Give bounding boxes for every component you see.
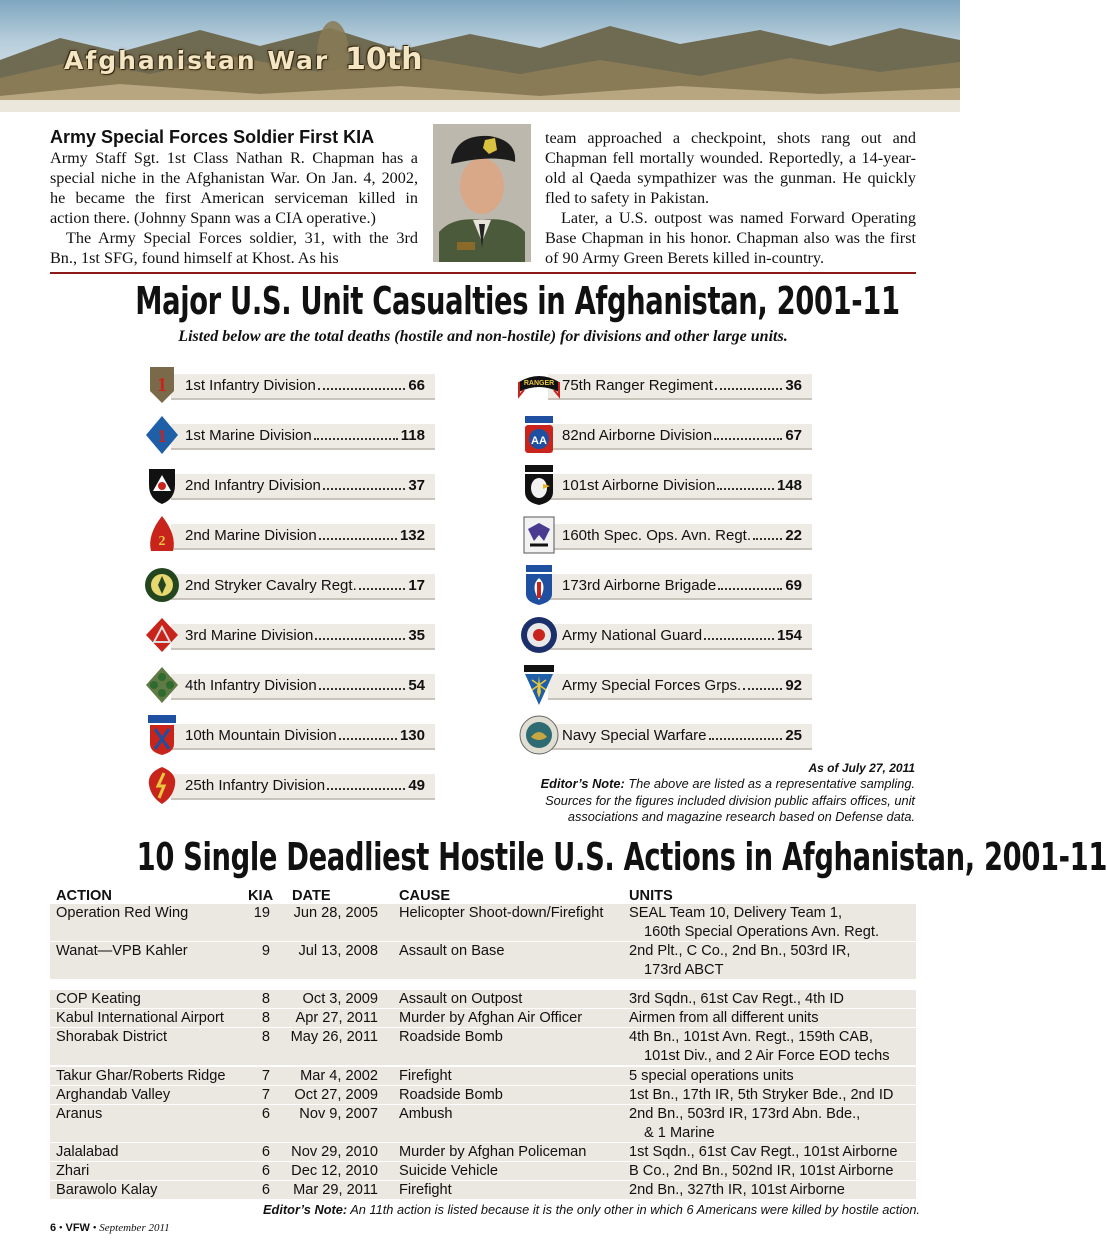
unit-name: 1st Marine Division: [185, 427, 312, 444]
table-header: [50, 886, 916, 904]
section-banner: [0, 0, 960, 112]
unit-casualty-item: [145, 774, 435, 798]
page-footer: 6 • VFW • September 2011: [50, 1222, 170, 1234]
unit-casualty-item: [522, 474, 812, 498]
dot-leader: [315, 638, 405, 640]
cell-units: Airmen from all different units: [629, 1010, 819, 1026]
crossed-bayonets-patch-icon: [145, 715, 179, 755]
cell-units: 2nd Bn., 327th IR, 101st Airborne: [629, 1182, 845, 1198]
unit-deaths: 36: [785, 377, 802, 394]
dot-leader: [339, 738, 397, 740]
cell-date: Mar 4, 2002: [300, 1068, 378, 1084]
cell-units: 2nd Bn., 503rd IR, 173rd Abn. Bde.,: [629, 1106, 861, 1122]
unit-deaths: 118: [400, 427, 425, 444]
cell-cause: Roadside Bomb: [399, 1087, 503, 1103]
note-text: An 11th action is listed because it is the only other in which 6 Americans were killed by hostile action.: [347, 1202, 920, 1217]
dot-leader: [323, 488, 405, 490]
cell-date: Mar 29, 2011: [293, 1182, 378, 1198]
story-paragraph: [545, 208, 916, 268]
story-line: The Army Special Forces soldier, 31, with the: [66, 229, 389, 247]
table-row: [50, 990, 916, 1008]
issue-date: September 2011: [99, 1222, 170, 1234]
naval-special-warfare-seal-icon: [522, 715, 556, 755]
story-line: special niche in the Afghanistan War. On Jan. 4, 2002,: [50, 169, 418, 187]
unit-deaths: 25: [785, 727, 802, 744]
dot-leader: [359, 588, 405, 590]
header-kia: KIA: [248, 888, 274, 904]
svg-text:2: 2: [158, 534, 166, 549]
svg-text:1: 1: [157, 426, 167, 446]
cell-kia: 6: [261, 1106, 270, 1122]
cell-action: Wanat—VPB Kahler: [56, 943, 188, 959]
dot-leader: [718, 588, 782, 590]
casualties-title: Major U.S. Unit Casualties in Afghanistan, 2001-11: [135, 279, 900, 323]
story-left-column: [50, 148, 418, 268]
table-row: [50, 1086, 916, 1104]
as-of-date: As of July 27, 2011: [808, 761, 915, 775]
cell-cause: Assault on Base: [399, 943, 505, 959]
cell-action: Jalalabad: [56, 1144, 119, 1160]
unit-name: 3rd Marine Division: [185, 627, 314, 644]
cell-action: COP Keating: [56, 991, 141, 1007]
table-row: [50, 1162, 916, 1180]
dot-leader: [714, 438, 782, 440]
unit-casualty-item: [145, 574, 435, 598]
cell-units: 5 special operations units: [629, 1068, 794, 1084]
unit-casualty-item: [145, 424, 435, 448]
cell-action: Shorabak District: [56, 1029, 168, 1045]
cell-units: 2nd Plt., C Co., 2nd Bn., 503rd IR,: [629, 943, 851, 959]
cell-kia: 8: [261, 1029, 270, 1045]
cell-cause: Helicopter Shoot-down/Firefight: [399, 905, 604, 921]
cell-cause: Firefight: [399, 1068, 452, 1084]
unit-casualty-item: [145, 374, 435, 398]
note-line: The above are listed as a representative sampling.: [624, 776, 915, 791]
cell-kia: 19: [253, 905, 270, 921]
cell-kia: 6: [261, 1144, 270, 1160]
cell-cause: Murder by Afghan Policeman: [399, 1144, 587, 1160]
night-stalkers-patch-icon: [522, 515, 556, 555]
cell-kia: 6: [261, 1182, 270, 1198]
cell-units: 1st Sqdn., 61st Cav Regt., 101st Airborne: [629, 1144, 898, 1160]
cell-action: Operation Red Wing: [56, 905, 189, 921]
table-row: [50, 1143, 916, 1161]
dot-leader: [314, 438, 398, 440]
cell-cause: Firefight: [399, 1182, 452, 1198]
unit-deaths: 66: [408, 377, 425, 394]
cell-date: Jul 13, 2008: [298, 943, 378, 959]
cell-kia: 7: [261, 1068, 270, 1084]
cell-date: Dec 12, 2010: [291, 1163, 378, 1179]
aa-airborne-patch-icon: [522, 415, 556, 455]
note-line: Sources for the figures included division public affairs offices, unit: [545, 792, 915, 808]
story-right-column: [545, 128, 916, 268]
story-line: he became the first American serviceman killed in: [50, 189, 418, 207]
unit-name: 2nd Marine Division: [185, 527, 317, 544]
unit-deaths: 67: [785, 427, 802, 444]
dot-leader: [715, 388, 782, 390]
cell-action: Kabul International Airport: [56, 1010, 224, 1026]
unit-deaths: 148: [776, 477, 802, 494]
cell-units: B Co., 2nd Bn., 502nd IR, 101st Airborne: [629, 1163, 894, 1179]
cell-cause: Suicide Vehicle: [399, 1163, 498, 1179]
dot-leader: [704, 638, 774, 640]
table-row: [50, 1028, 916, 1065]
table-row: [50, 942, 916, 979]
cell-date: Apr 27, 2011: [295, 1010, 378, 1026]
story-line: Later, a U.S. outpost was named Forward Operating: [561, 209, 916, 227]
svg-text:1: 1: [157, 374, 167, 396]
unit-name: 2nd Stryker Cavalry Regt.: [185, 577, 357, 594]
unit-casualty-item: [522, 524, 812, 548]
cell-date: Nov 9, 2007: [299, 1106, 378, 1122]
unit-casualty-item: [522, 674, 812, 698]
table-row: [50, 1105, 916, 1142]
cell-units: 160th Special Operations Avn. Regt.: [644, 924, 880, 940]
unit-name: 160th Spec. Ops. Avn. Regt.: [562, 527, 752, 544]
cell-kia: 9: [261, 943, 270, 959]
unit-deaths: 49: [408, 777, 425, 794]
1st-marine-diamond-patch-icon: [145, 415, 179, 455]
section-divider: [50, 272, 916, 274]
story-line: Army Staff Sgt. 1st Class Nathan R. Chapman has a: [50, 149, 418, 167]
cell-date: Oct 27, 2009: [294, 1087, 378, 1103]
story-line: He quickly fled to safety in Pakistan.: [545, 169, 917, 207]
unit-name: 173rd Airborne Brigade: [562, 577, 717, 594]
unit-casualty-item: [522, 624, 812, 648]
svg-text:RANGER: RANGER: [523, 380, 555, 387]
story-line: 14-year-old al Qaeda sympathizer was the gunman.: [545, 149, 917, 187]
header-action: ACTION: [56, 888, 112, 904]
unit-casualty-item: [145, 724, 435, 748]
dot-leader: [717, 488, 774, 490]
cell-action: Zhari: [56, 1163, 90, 1179]
story-paragraph: [50, 148, 418, 228]
unit-name: 4th Infantry Division: [185, 677, 317, 694]
dot-leader: [743, 688, 782, 690]
special-forces-dagger-patch-icon: [522, 665, 556, 705]
unit-name: 25th Infantry Division: [185, 777, 326, 794]
soldier-portrait-photo: [433, 124, 531, 262]
casualties-subtitle: Listed below are the total deaths (hostile and non-hostile) for divisions and other large units.: [178, 328, 788, 345]
unit-name: Army National Guard: [562, 627, 703, 644]
unit-deaths: 54: [408, 677, 425, 694]
cell-cause: Murder by Afghan Air Officer: [399, 1010, 583, 1026]
unit-casualty-item: [522, 574, 812, 598]
2nd-marine-spearhead-patch-icon: [145, 515, 179, 555]
unit-casualty-item: [522, 724, 812, 748]
dot-leader: [319, 538, 397, 540]
cell-units: & 1 Marine: [644, 1125, 715, 1141]
cell-kia: 8: [261, 991, 270, 1007]
ranger-tab-scroll-icon: [522, 365, 556, 405]
table-row: [50, 1009, 916, 1027]
sky-soldiers-patch-icon: [522, 565, 556, 605]
taro-leaf-lightning-patch-icon: [145, 765, 179, 805]
dot-leader: [318, 388, 405, 390]
unit-casualty-item: [522, 374, 812, 398]
dot-leader: [709, 738, 782, 740]
story-line: team approached a checkpoint, shots rang out and: [545, 129, 916, 147]
cell-cause: Roadside Bomb: [399, 1029, 503, 1045]
unit-name: 2nd Infantry Division: [185, 477, 321, 494]
unit-deaths: 69: [785, 577, 802, 594]
editors-note-actions: [263, 1202, 920, 1217]
story-line: Base Chapman in his honor. Chapman also was the: [545, 229, 885, 247]
header-units: UNITS: [629, 888, 673, 904]
cell-kia: 6: [261, 1163, 270, 1179]
story-line: 3rd Bn., 1st SFG, found himself at Khost. As his: [50, 229, 418, 267]
unit-deaths: 130: [399, 727, 425, 744]
cell-action: Aranus: [56, 1106, 103, 1122]
unit-name: 101st Airborne Division: [562, 477, 716, 494]
unit-name: 75th Ranger Regiment: [562, 377, 713, 394]
banner-badge: 10th: [345, 42, 423, 77]
national-guard-seal-icon: [522, 615, 556, 655]
cell-date: May 26, 2011: [290, 1029, 378, 1045]
story-line: action there. (Johnny Spann was a CIA operative.): [50, 209, 376, 227]
unit-deaths: 92: [785, 677, 802, 694]
unit-deaths: 22: [785, 527, 802, 544]
cell-date: Nov 29, 2010: [291, 1144, 378, 1160]
unit-casualty-item: [145, 524, 435, 548]
cell-cause: Ambush: [399, 1106, 453, 1122]
magazine-name: VFW: [65, 1222, 90, 1234]
unit-casualty-item: [145, 674, 435, 698]
unit-name: 82nd Airborne Division: [562, 427, 713, 444]
unit-casualty-item: [145, 624, 435, 648]
cell-kia: 7: [261, 1087, 270, 1103]
unit-casualty-item: [522, 424, 812, 448]
unit-deaths: 132: [399, 527, 425, 544]
cell-units: 1st Bn., 17th IR, 5th Stryker Bde., 2nd ID: [629, 1087, 894, 1103]
unit-name: Navy Special Warfare: [562, 727, 707, 744]
actions-title: 10 Single Deadliest Hostile U.S. Actions in Afghanistan, 2001-11: [136, 835, 1107, 879]
table-row: [50, 1181, 916, 1199]
story-paragraph: [50, 228, 418, 268]
cell-action: Arghandab Valley: [56, 1087, 171, 1103]
banner-title: Afghanistan War: [64, 46, 330, 75]
cell-date: Jun 28, 2005: [293, 905, 378, 921]
cell-date: Oct 3, 2009: [302, 991, 378, 1007]
story-title: Army Special Forces Soldier First KIA: [50, 127, 375, 147]
dot-leader: [753, 538, 782, 540]
story-line: first of 90 Army Green Berets killed in-country.: [545, 229, 916, 267]
soldier-portrait-icon: [433, 124, 531, 262]
3rd-marine-triangle-patch-icon: [145, 615, 179, 655]
cell-units: 3rd Sqdn., 61st Cav Regt., 4th ID: [629, 991, 844, 1007]
header-date: DATE: [292, 888, 331, 904]
unit-casualty-item: [145, 474, 435, 498]
unit-deaths: 35: [408, 627, 425, 644]
cell-action: Takur Ghar/Roberts Ridge: [56, 1068, 226, 1084]
cell-units: 4th Bn., 101st Avn. Regt., 159th CAB,: [629, 1029, 873, 1045]
table-row: [50, 904, 916, 941]
unit-name: 1st Infantry Division: [185, 377, 316, 394]
indianhead-shield-patch-icon: [145, 465, 179, 505]
screaming-eagle-patch-icon: [522, 465, 556, 505]
cell-units: 173rd ABCT: [644, 962, 724, 978]
page-number: 6: [50, 1222, 57, 1234]
ivy-leaf-patch-icon: [145, 665, 179, 705]
big-red-one-patch-icon: [145, 365, 179, 405]
dot-leader: [327, 788, 405, 790]
cell-kia: 8: [261, 1010, 270, 1026]
unit-name: 10th Mountain Division: [185, 727, 337, 744]
table-row: [50, 1067, 916, 1085]
unit-deaths: 37: [408, 477, 425, 494]
note-line: associations and magazine research based on Defense data.: [567, 809, 915, 824]
note-label: Editor’s Note:: [540, 776, 625, 791]
story-paragraph: [545, 128, 916, 208]
note-label: Editor’s Note:: [263, 1202, 348, 1217]
cell-action: Barawolo Kalay: [56, 1182, 158, 1198]
story-line: Chapman fell mortally wounded. Reportedly, a: [545, 149, 857, 167]
dot-leader: [319, 688, 405, 690]
header-cause: CAUSE: [399, 888, 451, 904]
svg-text:AA: AA: [531, 435, 547, 447]
2nd-cavalry-crest-icon: [145, 565, 179, 605]
cell-cause: Assault on Outpost: [399, 991, 523, 1007]
editors-note-units: [495, 776, 915, 826]
cell-units: SEAL Team 10, Delivery Team 1,: [629, 905, 843, 921]
unit-name: Army Special Forces Grps.: [562, 677, 742, 694]
cell-units: 101st Div., and 2 Air Force EOD techs: [644, 1048, 890, 1064]
unit-deaths: 17: [408, 577, 425, 594]
unit-deaths: 154: [776, 627, 802, 644]
